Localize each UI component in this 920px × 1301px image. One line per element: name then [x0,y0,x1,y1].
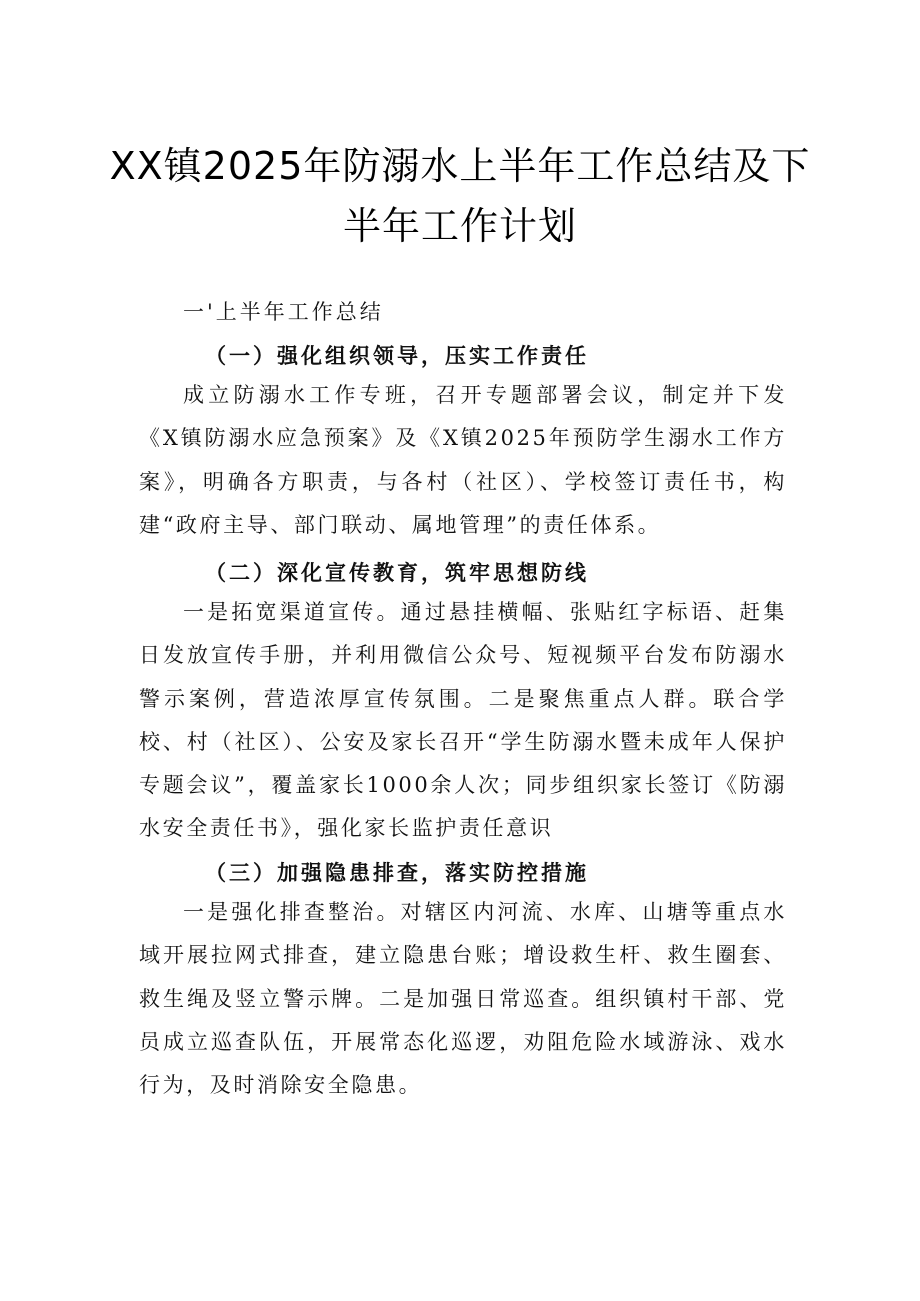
document-title-line-1: XX镇2025年防溺水上半年工作总结及下 [109,144,811,188]
subsection-heading-1: （一）强化组织领导，压实工作责任 [205,343,589,368]
document-title-line-2: 半年工作计划 [342,204,577,248]
subsection-heading-3: （三）加强隐患排查，落实防控措施 [205,860,589,885]
subsection-paragraph-3: 一是强化排查整治。对辖区内河流、水库、山塘等重点水域开展拉网式排查，建立隐患台账；增设救生杆、救生圈套、救生绳及竖立警示牌。二是加强日常巡查。组织镇村干部、党员成立巡查队伍，开展常态化巡逻，劝阻危险水域游泳、戏水行为，及时消除安全隐患。 [139,900,787,1098]
subsection-paragraph-2: 一是拓宽渠道宣传。通过悬挂横幅、张贴红字标语、赶集日发放宣传手册，并利用微信公众号、短视频平台发布防溺水警示案例，营造浓厚宣传氛围。二是聚焦重点人群。联合学校、村（社区）、公安及家长召开“学生防溺水暨未成年人保护专题会议”，覆盖家长1000余人次；同步组织家长签订《防溺水安全责任书》，强化家长监护责任意识 [139,600,787,841]
section-heading-first-half-summary: 一'上半年工作总结 [183,300,384,324]
subsection-heading-2: （二）深化宣传教育，筑牢思想防线 [205,560,589,585]
subsection-paragraph-1: 成立防溺水工作专班，召开专题部署会议，制定并下发《X镇防溺水应急预案》及《X镇2025年预防学生溺水工作方案》，明确各方职责，与各村（社区）、学校签订责任书，构建“政府主导、部门联动、属地管理”的责任体系。 [139,383,787,537]
